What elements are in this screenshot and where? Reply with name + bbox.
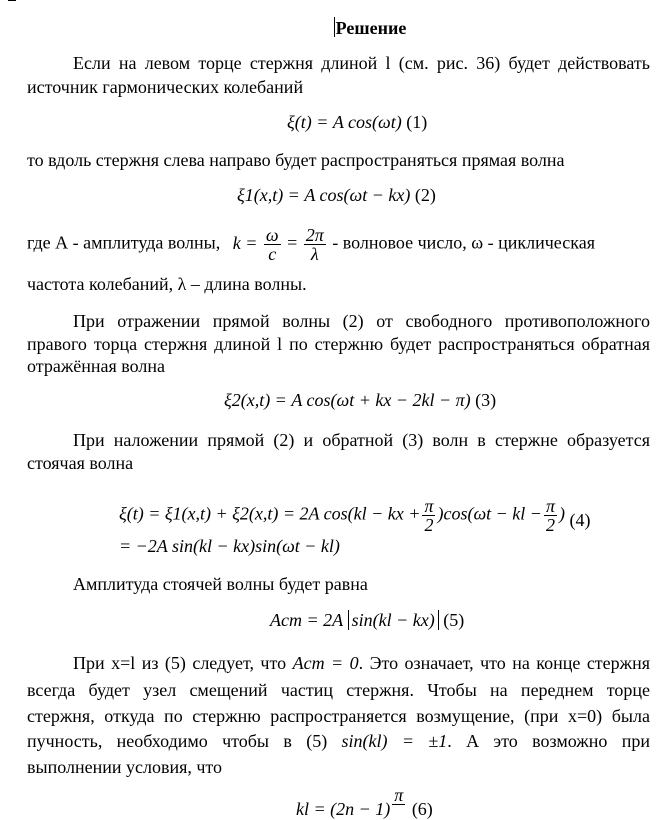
equation-4-continuation: = −2A sin(kl − kx)sin(ωt − kl) bbox=[119, 536, 340, 556]
paragraph-7-lead: При x=l из (5) следует, что bbox=[73, 653, 287, 673]
equation-6-number: (6) bbox=[411, 799, 433, 819]
equation-1 bbox=[287, 111, 427, 133]
paragraph-3-tail: - волновое число, ω - циклическая bbox=[332, 232, 595, 253]
paragraph-3-lead: где А - амплитуда волны, bbox=[27, 232, 221, 253]
equation-2 bbox=[237, 184, 436, 206]
paragraph-5-line-2: стоячая волна bbox=[27, 453, 134, 473]
paragraph-4-line-1: При отражении прямой волны (2) от свободного противоположного bbox=[73, 311, 650, 331]
fraction-denominator: 2 bbox=[545, 515, 555, 535]
paragraph-6-line: Амплитуда стоячей волны будет равна bbox=[73, 574, 368, 594]
paragraph-1-line-2: источник гармонических колебаний bbox=[27, 77, 304, 97]
paragraph-7-line-4 bbox=[27, 730, 650, 752]
paragraph-7-line-4-lead: пучность, необходимо чтобы в (5) bbox=[27, 731, 328, 751]
equation-5-lhs: Aст = 2A bbox=[270, 610, 344, 630]
paragraph-1-line-1: Если на левом торце стержня длиной l (см. рис. 36) будет действовать bbox=[73, 53, 650, 73]
wave-number-symbol: k = bbox=[232, 232, 258, 253]
equation-4-line-1 bbox=[119, 497, 590, 534]
paragraph-3-line-1 bbox=[27, 226, 595, 263]
page-corner-mark bbox=[8, 0, 16, 1]
equation-5-number: (5) bbox=[443, 610, 465, 630]
equation-2-number: (2) bbox=[414, 185, 436, 205]
equation-1-number: (1) bbox=[406, 112, 428, 132]
equation-3-number: (3) bbox=[475, 390, 497, 410]
paragraph-4-line-2: правого торца стержня длиной l по стержню будет распространяться обратная bbox=[27, 334, 650, 354]
antinode-condition-formula: sin(kl) = ±1 bbox=[341, 731, 448, 751]
equation-5 bbox=[270, 609, 464, 631]
equation-4-part-2: )cos(ωt − kl − bbox=[437, 503, 542, 524]
fraction-numerator: ω bbox=[265, 225, 279, 245]
equals-sign: = bbox=[287, 232, 298, 253]
fraction-numerator: π bbox=[545, 496, 555, 516]
equation-6-body: kl = (2n − 1) bbox=[296, 799, 391, 819]
paragraph-7-lead-tail: . Это означает, что на конце стержня bbox=[358, 653, 651, 673]
equation-4-line-2 bbox=[119, 535, 340, 557]
fraction-denominator: c bbox=[268, 244, 277, 264]
pi-over-two-fraction bbox=[544, 497, 557, 534]
paragraph-7-line-2: всегда будет узел смещений частиц стержня. Чтобы на переднем торце bbox=[27, 680, 650, 700]
fraction-numerator: 2π bbox=[305, 225, 324, 245]
paragraph-3-line-2: частота колебаний, λ – длина волны. bbox=[27, 274, 307, 294]
equation-3-body: ξ2(x,t) = A cos(ωt + kx − 2kl − π) bbox=[224, 390, 471, 410]
fraction-denominator: 2 bbox=[424, 515, 434, 535]
omega-over-c-fraction bbox=[264, 226, 281, 263]
fraction-numerator: π bbox=[394, 785, 404, 805]
equation-4-number: (4) bbox=[569, 509, 591, 530]
paragraph-7-line-4-tail: . А это возможно при bbox=[447, 731, 650, 751]
paragraph-7-line-1 bbox=[73, 652, 650, 674]
equation-4-part-1: ξ(t) = ξ1(x,t) + ξ2(x,t) = 2A cos(kl − kx + bbox=[119, 503, 421, 524]
equation-6 bbox=[296, 785, 433, 820]
equation-6-fraction bbox=[392, 786, 405, 805]
paragraph-7-line-5: выполнении условия, что bbox=[27, 757, 223, 777]
equation-5-abs-body: sin(kl − kx) bbox=[351, 610, 435, 630]
section-heading: Решение bbox=[335, 18, 407, 38]
absolute-value-bars bbox=[348, 610, 439, 630]
equation-2-body: ξ1(x,t) = A cos(ωt − kx) bbox=[237, 185, 411, 205]
equation-1-body: ξ(t) = A cos(ωt) bbox=[287, 112, 402, 132]
paragraph-7-line-3: стержня, откуда по стержню распространяется возмущение, (при x=0) была bbox=[27, 706, 650, 726]
paragraph-2-line: то вдоль стержня слева направо будет распространяться прямая волна bbox=[27, 150, 565, 170]
fraction-denominator: λ bbox=[310, 244, 319, 264]
equation-3 bbox=[224, 389, 496, 411]
text-cursor bbox=[334, 17, 335, 37]
two-pi-over-lambda-fraction bbox=[304, 226, 326, 263]
node-condition-formula: Aст = 0 bbox=[292, 653, 359, 673]
fraction-numerator: π bbox=[424, 496, 434, 516]
paragraph-4-line-3: отражённая волна bbox=[27, 356, 166, 376]
equation-4-part-3: ) bbox=[558, 503, 565, 524]
pi-over-two-fraction bbox=[422, 497, 435, 534]
paragraph-5-line-1: При наложении прямой (2) и обратной (3) волн в стержне образуется bbox=[73, 430, 650, 450]
